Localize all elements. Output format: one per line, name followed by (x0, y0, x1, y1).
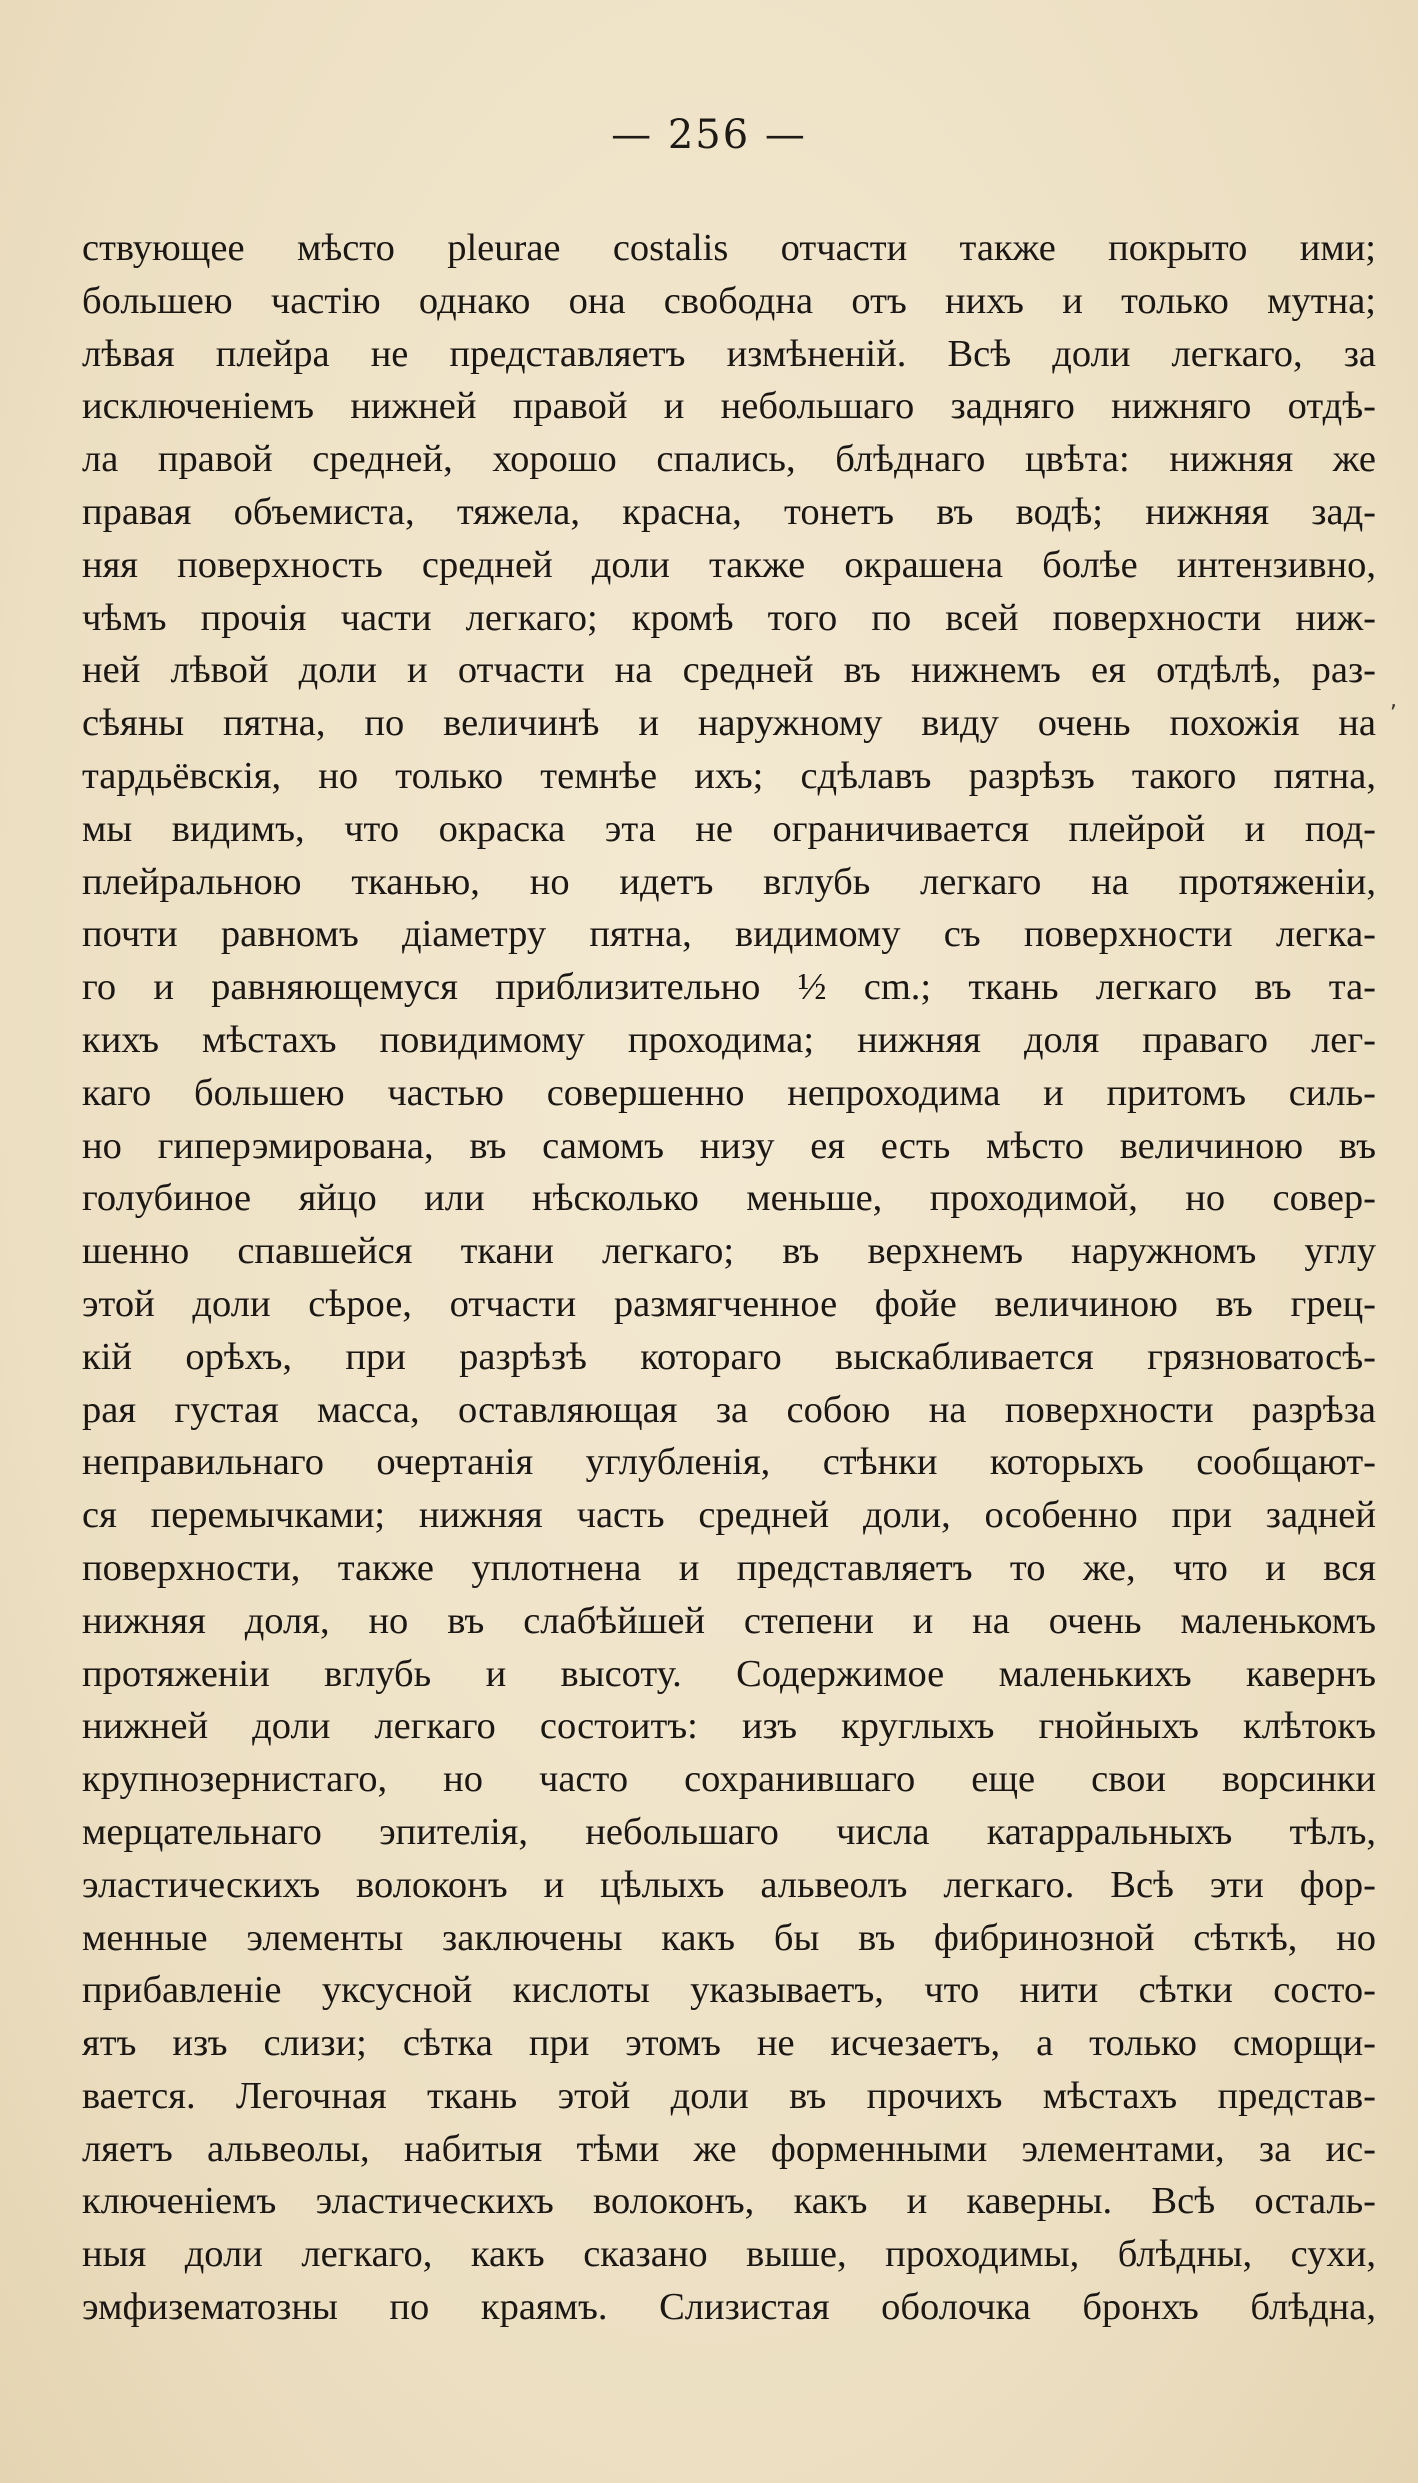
text-line: ствующее мѣсто pleurae costalis отчасти также покрыто ими; (82, 227, 1376, 269)
text-line: менные элементы заключены какъ бы въ фибринозной сѣткѣ, но (82, 1916, 1376, 1959)
text-line: правая объемиста, тяжела, красна, тонетъ въ водѣ; нижняя зад- (82, 490, 1376, 533)
text-line: эмфизематозны по краямъ. Слизистая оболочка бронхъ блѣдна, (82, 2286, 1376, 2329)
text-line: неправильнаго очертанія углубленія, стѣнки которыхъ сообщают- (82, 1441, 1376, 1484)
text-line: тардьёвскія, но только темнѣе ихъ; сдѣлавъ разрѣзъ такого пятна, (82, 754, 1376, 797)
text-line: каго большею частью совершенно непроходима и притомъ силь- (82, 1071, 1376, 1114)
text-line: этой доли сѣрое, отчасти размягченное фойе величиною въ грец- (82, 1282, 1376, 1325)
text-line: плейральною тканью, но идетъ вглубь легкаго на протяженіи, (82, 860, 1376, 903)
text-line: сѣяны пятна, по величинѣ и наружному виду очень похожія на (82, 702, 1376, 745)
text-line: кихъ мѣстахъ повидимому проходима; нижняя доля праваго лег- (82, 1018, 1376, 1061)
margin-mark: , (1390, 688, 1397, 713)
body-text (82, 222, 1376, 2334)
text-line: няя поверхность средней доли также окрашена болѣе интензивно, (82, 543, 1376, 586)
text-line: ключеніемъ эластическихъ волоконъ, какъ и каверны. Всѣ осталь- (82, 2180, 1376, 2223)
text-line: ней лѣвой доли и отчасти на средней въ нижнемъ ея отдѣлѣ, раз- (82, 649, 1376, 692)
text-line: ла правой средней, хорошо спались, блѣднаго цвѣта: нижняя же (82, 438, 1376, 481)
text-line: протяженіи вглубь и высоту. Содержимое маленькихъ кавернъ (82, 1652, 1376, 1695)
text-line: мерцательнаго эпителія, небольшаго числа катарральныхъ тѣлъ, (82, 1810, 1376, 1853)
text-line: эластическихъ волоконъ и цѣлыхъ альвеолъ легкаго. Всѣ эти фор- (82, 1863, 1376, 1906)
text-line: почти равномъ діаметру пятна, видимому съ поверхности легка- (82, 913, 1376, 956)
text-line: ляетъ альвеолы, набитыя тѣми же форменными элементами, за ис- (82, 2127, 1376, 2170)
text-line: вается. Легочная ткань этой доли въ прочихъ мѣстахъ представ- (82, 2074, 1376, 2117)
text-line: исключеніемъ нижней правой и небольшаго задняго нижняго отдѣ- (82, 385, 1376, 428)
text-line: ся перемычками; нижняя часть средней доли, особенно при задней (82, 1494, 1376, 1537)
text-line: нижняя доля, но въ слабѣйшей степени и на очень маленькомъ (82, 1599, 1376, 1642)
text-line: чѣмъ прочія части легкаго; кромѣ того по всей поверхности ниж- (82, 596, 1376, 639)
text-line: крупнозернистаго, но часто сохранившаго еще свои ворсинки (82, 1758, 1376, 1801)
text-line: мы видимъ, что окраска эта не ограничивается плейрой и под- (82, 807, 1376, 850)
text-line: прибавленіе уксусной кислоты указываетъ, что нити сѣтки состо- (82, 1969, 1376, 2012)
text-line: шенно спавшейся ткани легкаго; въ верхнемъ наружномъ углу (82, 1230, 1376, 1273)
text-line: голубиное яйцо или нѣсколько меньше, проходимой, но совер- (82, 1177, 1376, 1220)
text-line: ятъ изъ слизи; сѣтка при этомъ не исчезаетъ, а только сморщи- (82, 2022, 1376, 2065)
text-line: рая густая масса, оставляющая за собою на поверхности разрѣза (82, 1388, 1376, 1431)
page-number: — 256 — (611, 112, 807, 158)
text-line: поверхности, также уплотнена и представляетъ то же, что и вся (82, 1546, 1376, 1589)
text-line: го и равняющемуся приблизительно ½ cm.; ткань легкаго въ та- (82, 966, 1376, 1009)
text-line: ныя доли легкаго, какъ сказано выше, проходимы, блѣдны, сухи, (82, 2233, 1376, 2276)
text-line: лѣвая плейра не представляетъ измѣненій. Всѣ доли легкаго, за (82, 332, 1376, 375)
text-line: большею частію однако она свободна отъ нихъ и только мутна; (82, 279, 1376, 322)
text-line: кій орѣхъ, при разрѣзѣ котораго выскабливается грязноватосѣ- (82, 1335, 1376, 1378)
text-line: нижней доли легкаго состоитъ: изъ круглыхъ гнойныхъ клѣтокъ (82, 1705, 1376, 1748)
text-line: но гиперэмирована, въ самомъ низу ея есть мѣсто величиною въ (82, 1124, 1376, 1167)
